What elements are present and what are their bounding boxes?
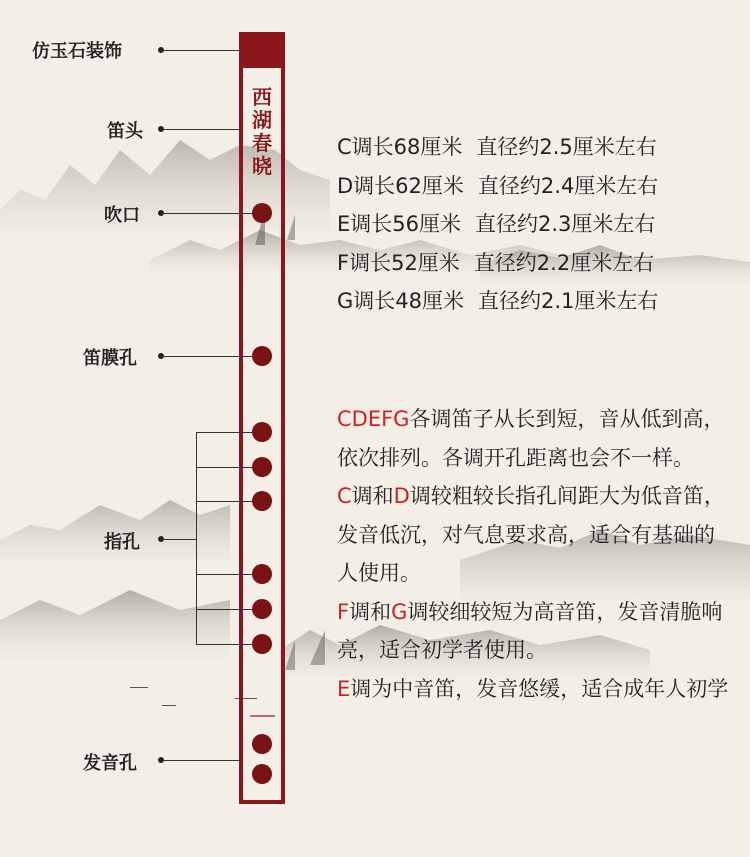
spec-diameter: 直径约2.5厘米左右 xyxy=(476,135,657,159)
description xyxy=(337,400,732,708)
bracket-line xyxy=(196,501,252,502)
membrane-hole xyxy=(252,346,272,366)
finger-hole-6 xyxy=(252,634,272,654)
spec-row xyxy=(337,244,658,283)
flute-title-char: 湖 xyxy=(252,108,272,132)
key-highlight: G xyxy=(391,599,408,624)
finger-hole-2 xyxy=(252,457,272,477)
leader-line xyxy=(161,213,252,214)
flute-title xyxy=(248,86,276,178)
spec-row xyxy=(337,128,658,167)
key-highlight: C xyxy=(337,484,352,508)
leader-line xyxy=(161,50,239,51)
label-membrane-hole: 笛膜孔 xyxy=(83,348,137,369)
key-highlight: CDEFG xyxy=(337,407,410,431)
desc-text: 调和 xyxy=(349,599,392,624)
key-highlight: D xyxy=(393,484,410,508)
leader-line xyxy=(161,356,252,357)
flute-title-char: 春 xyxy=(252,131,272,155)
jade-decoration-cap xyxy=(239,32,285,68)
spec-diameter: 直径约2.4厘米左右 xyxy=(477,173,659,198)
bracket-line xyxy=(196,432,197,644)
desc-text: 调为中音笛，发音悠缓，适合成年人初学 xyxy=(350,676,729,701)
label-flute-head: 笛头 xyxy=(107,121,143,142)
spec-key: E调长56厘米 xyxy=(337,212,461,236)
desc-text: 调和 xyxy=(351,484,394,508)
sound-hole-2 xyxy=(252,764,272,784)
blow-hole xyxy=(252,203,272,223)
flute-title-char: 西 xyxy=(252,85,272,109)
leader-line xyxy=(161,129,239,130)
finger-hole-4 xyxy=(252,564,272,584)
label-jade-decoration: 仿玉石装饰 xyxy=(32,41,122,62)
spec-row xyxy=(337,167,658,206)
spec-key: F调长52厘米 xyxy=(337,250,460,275)
key-highlight: E xyxy=(337,676,351,701)
desc-paragraph-1 xyxy=(337,400,732,477)
spec-key: G调长48厘米 xyxy=(337,289,464,313)
desc-text: 调较粗较长指孔间距大为低音笛，发音低沉，对气息要求高，适合有基础的人使用。 xyxy=(337,484,725,585)
bracket-line xyxy=(196,644,252,645)
spec-row xyxy=(337,205,658,244)
desc-text: 各调笛子从长到短，音从低到高，依次排列。各调开孔距离也会不一样。 xyxy=(337,407,725,470)
sound-hole-1 xyxy=(252,734,272,754)
spec-diameter: 直径约2.1厘米左右 xyxy=(478,289,659,313)
desc-paragraph-4 xyxy=(337,670,732,709)
flute-title-char: 晓 xyxy=(252,154,272,178)
bracket-line xyxy=(196,574,252,575)
label-blow-hole: 吹口 xyxy=(104,205,140,226)
spec-row xyxy=(337,282,658,321)
spec-list xyxy=(337,128,658,321)
finger-hole-3 xyxy=(252,491,272,511)
desc-text: 调较细较短为高音笛，发音清脆响亮，适合初学者使用。 xyxy=(337,599,723,662)
leader-line xyxy=(161,760,239,761)
desc-paragraph-2 xyxy=(337,477,732,593)
label-sound-holes: 发音孔 xyxy=(83,753,137,774)
bracket-line xyxy=(196,609,252,610)
label-finger-holes: 指孔 xyxy=(104,532,140,553)
bracket-line xyxy=(196,432,252,433)
spec-diameter: 直径约2.3厘米左右 xyxy=(475,212,656,236)
desc-paragraph-3 xyxy=(337,593,732,670)
leader-line xyxy=(161,539,196,540)
spec-diameter: 直径约2.2厘米左右 xyxy=(473,250,655,275)
key-highlight: F xyxy=(337,599,350,624)
finger-hole-1 xyxy=(252,422,272,442)
bracket-line xyxy=(196,467,252,468)
spec-key: D调长62厘米 xyxy=(337,173,464,198)
spec-key: C调长68厘米 xyxy=(337,135,463,159)
finger-hole-5 xyxy=(252,599,272,619)
